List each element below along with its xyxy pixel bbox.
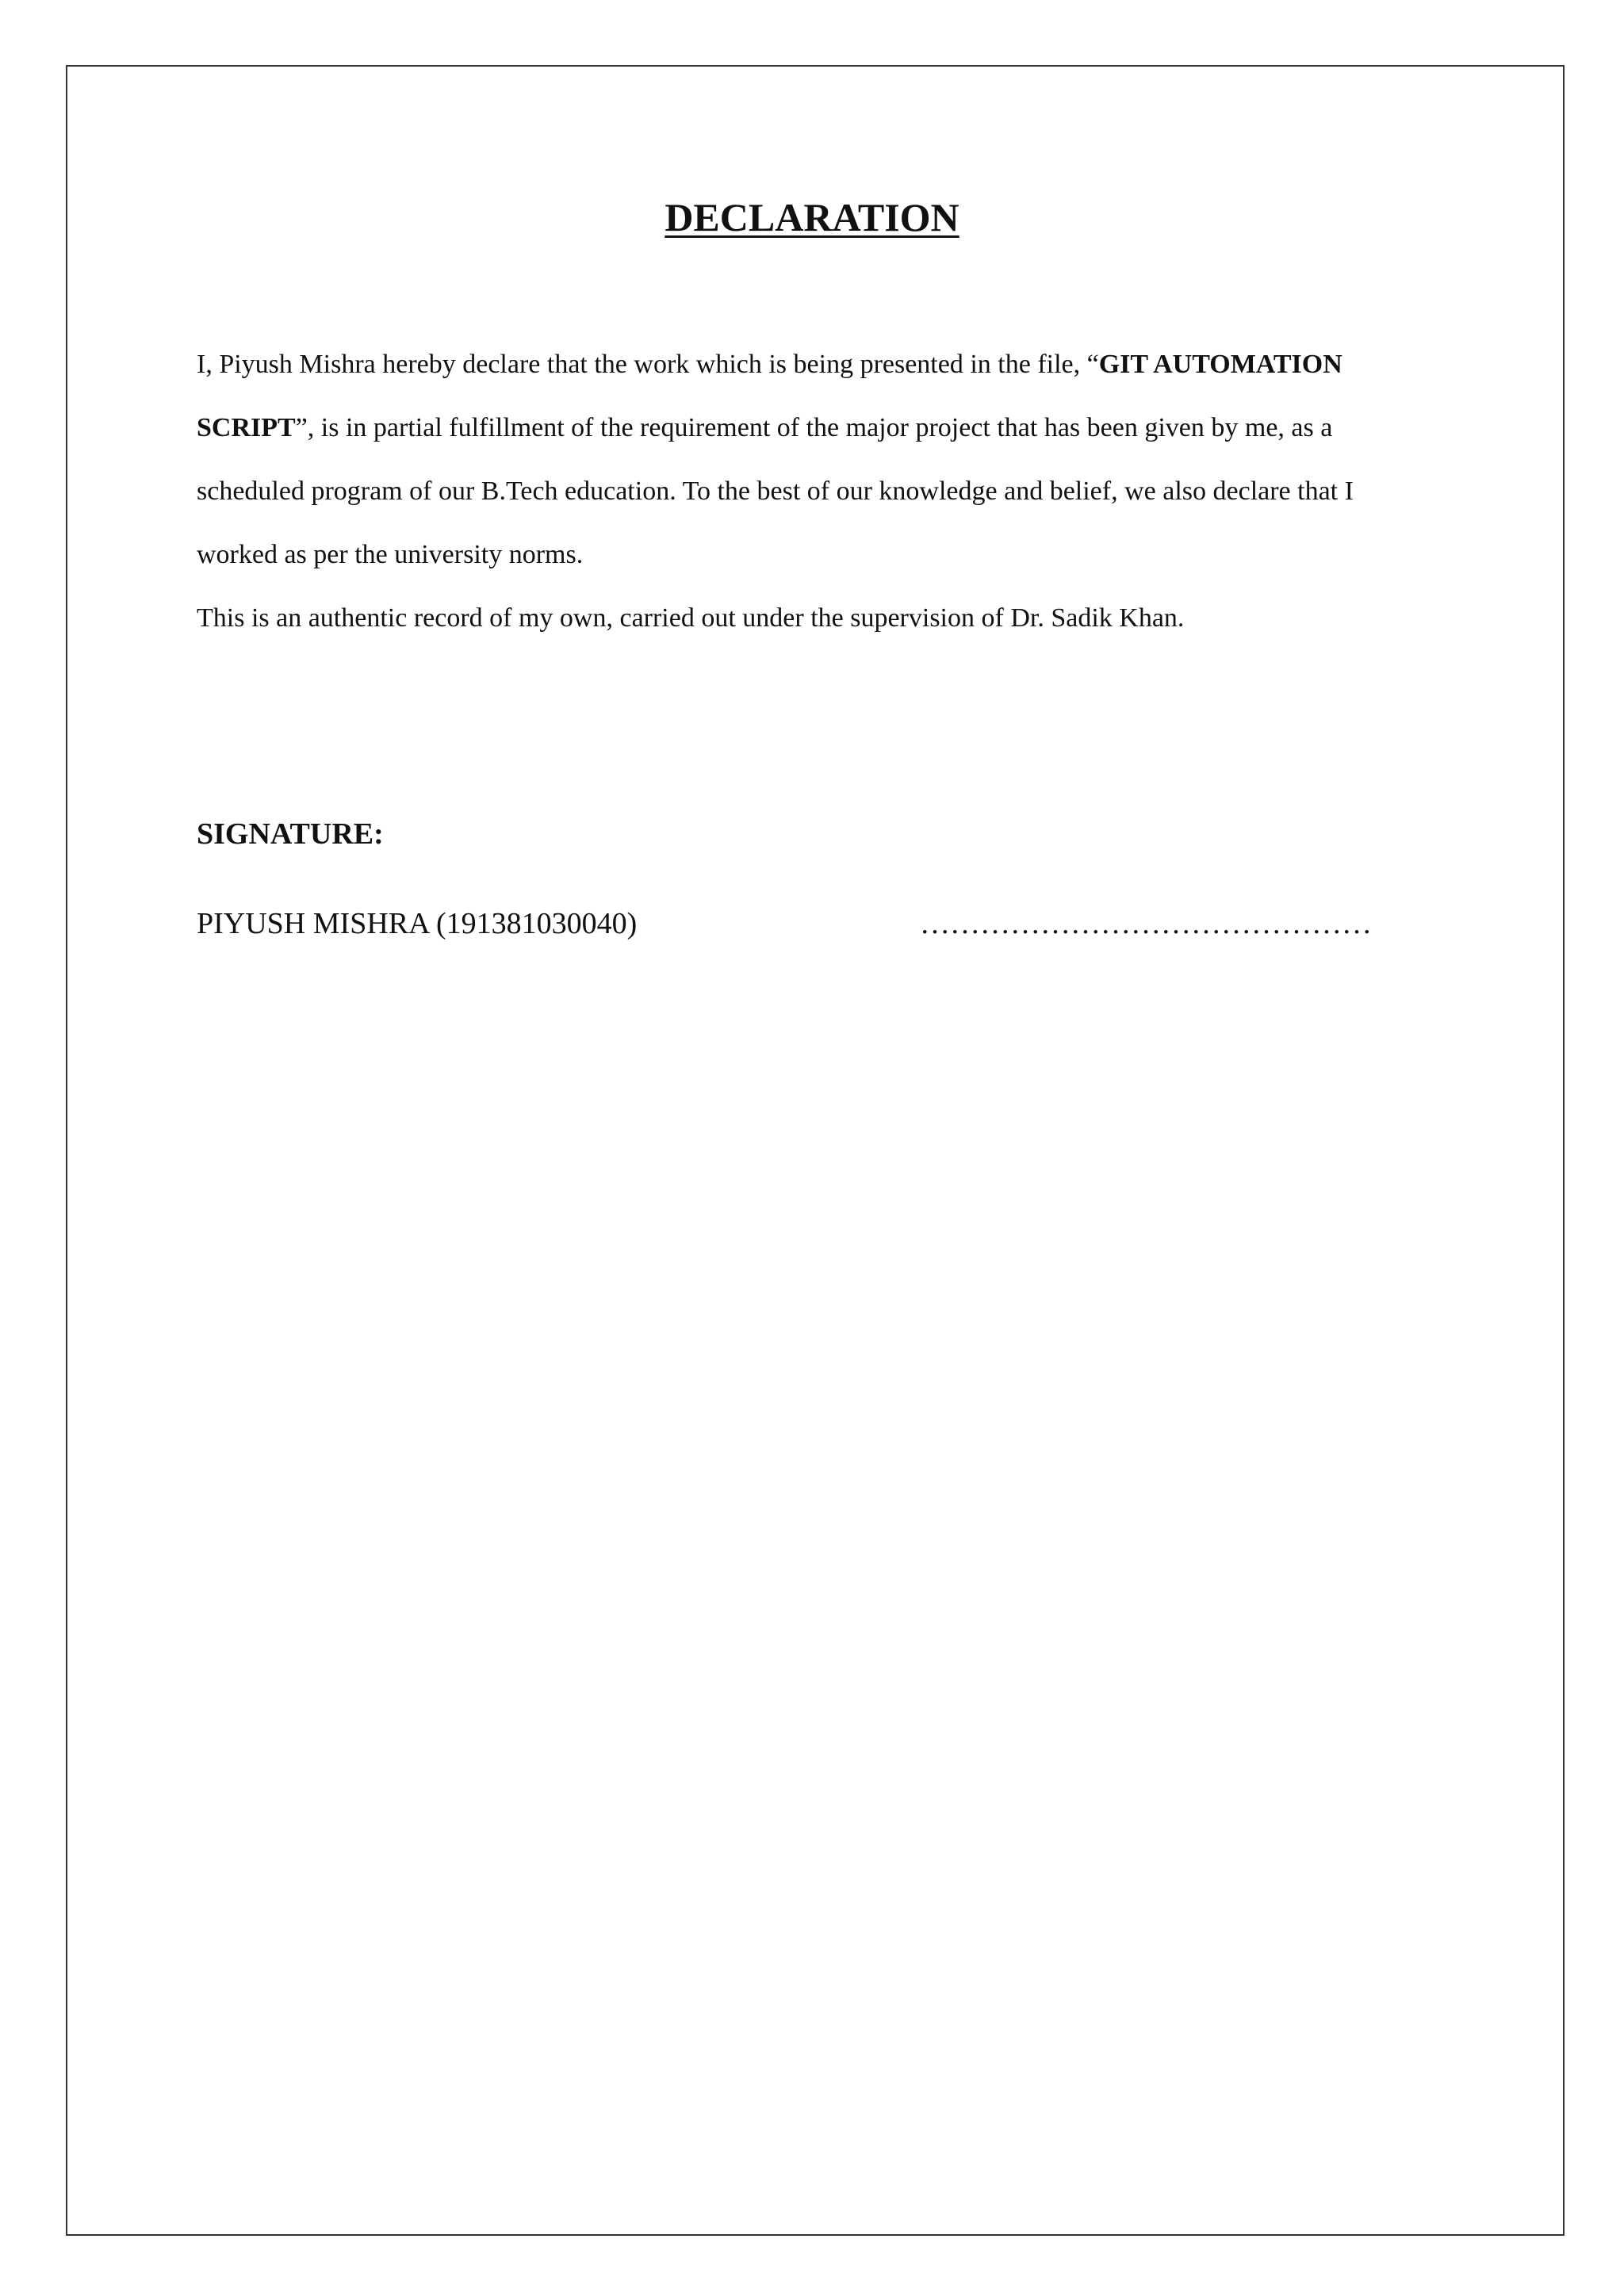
- paragraph-line-1: [197, 333, 1386, 396]
- declaration-paragraph: [197, 333, 1386, 587]
- signature-line: ………………………………………: [920, 907, 1372, 940]
- paragraph-line-3: scheduled program of our B.Tech education. To the best of our knowledge and belief, we also declare that I: [197, 476, 1354, 506]
- paragraph-line-1-text: I, Piyush Mishra hereby declare that the work which is being presented in the file, “: [197, 350, 1099, 379]
- project-title-part-2: SCRIPT: [197, 413, 296, 442]
- paragraph-line-2-text: ”, is in partial fulfillment of the requirement of the major project that has been given by me, as a: [295, 413, 1333, 442]
- project-title-part-1: GIT AUTOMATION: [1098, 350, 1342, 379]
- signatory-name: PIYUSH MISHRA (191381030040): [197, 907, 638, 940]
- signature-heading: SIGNATURE:: [197, 817, 384, 851]
- paragraph-line-2: [197, 396, 1386, 460]
- paragraph-line-4: worked as per the university norms.: [197, 540, 584, 569]
- page-title: DECLARATION: [665, 195, 959, 239]
- declaration-body: [197, 333, 1386, 650]
- supervision-statement: This is an authentic record of my own, carried out under the supervision of Dr. Sadik Khan.: [197, 603, 1185, 633]
